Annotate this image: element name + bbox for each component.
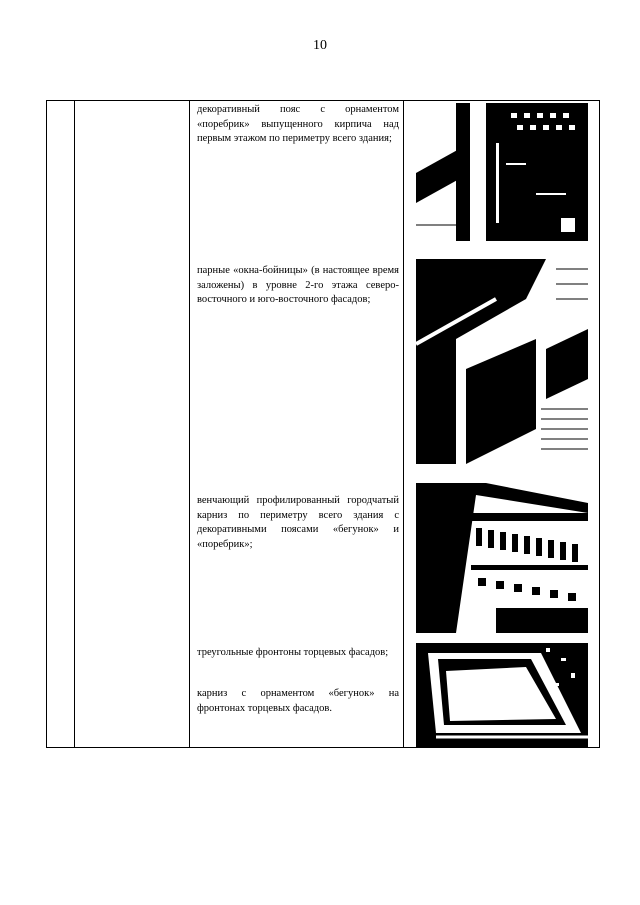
table-row bbox=[47, 101, 600, 748]
object-cell bbox=[75, 101, 190, 748]
triangular-pediment-photo bbox=[416, 643, 588, 748]
feature-text-pediment-cornice: карниз с орнаментом «бегунок» на фронтонах торцевых фасадов. bbox=[197, 688, 399, 714]
feature-text-pediments: треугольные фронтоны торцевых фасадов; bbox=[197, 647, 389, 658]
feature-text-crown-cornice: венчающий профилированный городчатый карниз по периметру всего здания с декоративными поясами «бегунок» и «поребрик»; bbox=[197, 495, 399, 550]
description-cell bbox=[190, 101, 404, 748]
photo-cell bbox=[404, 101, 600, 748]
crenellated-cornice-photo bbox=[416, 483, 588, 633]
feature-text-brick-belt: декоративный пояс с орнаментом «поребрик» выпущенного кирпича над первым этажом по периметру всего здания; bbox=[197, 104, 399, 144]
index-cell bbox=[47, 101, 75, 748]
page-number: 10 bbox=[313, 38, 327, 53]
loophole-windows-photo bbox=[416, 259, 588, 464]
feature-text-loophole-windows: парные «окна-бойницы» (в настоящее время заложены) в уровне 2-го этажа северо-восточного и юго-восточного фасадов; bbox=[197, 265, 399, 305]
protected-features-table bbox=[46, 100, 600, 748]
brick-ornament-belt-photo bbox=[416, 103, 588, 241]
